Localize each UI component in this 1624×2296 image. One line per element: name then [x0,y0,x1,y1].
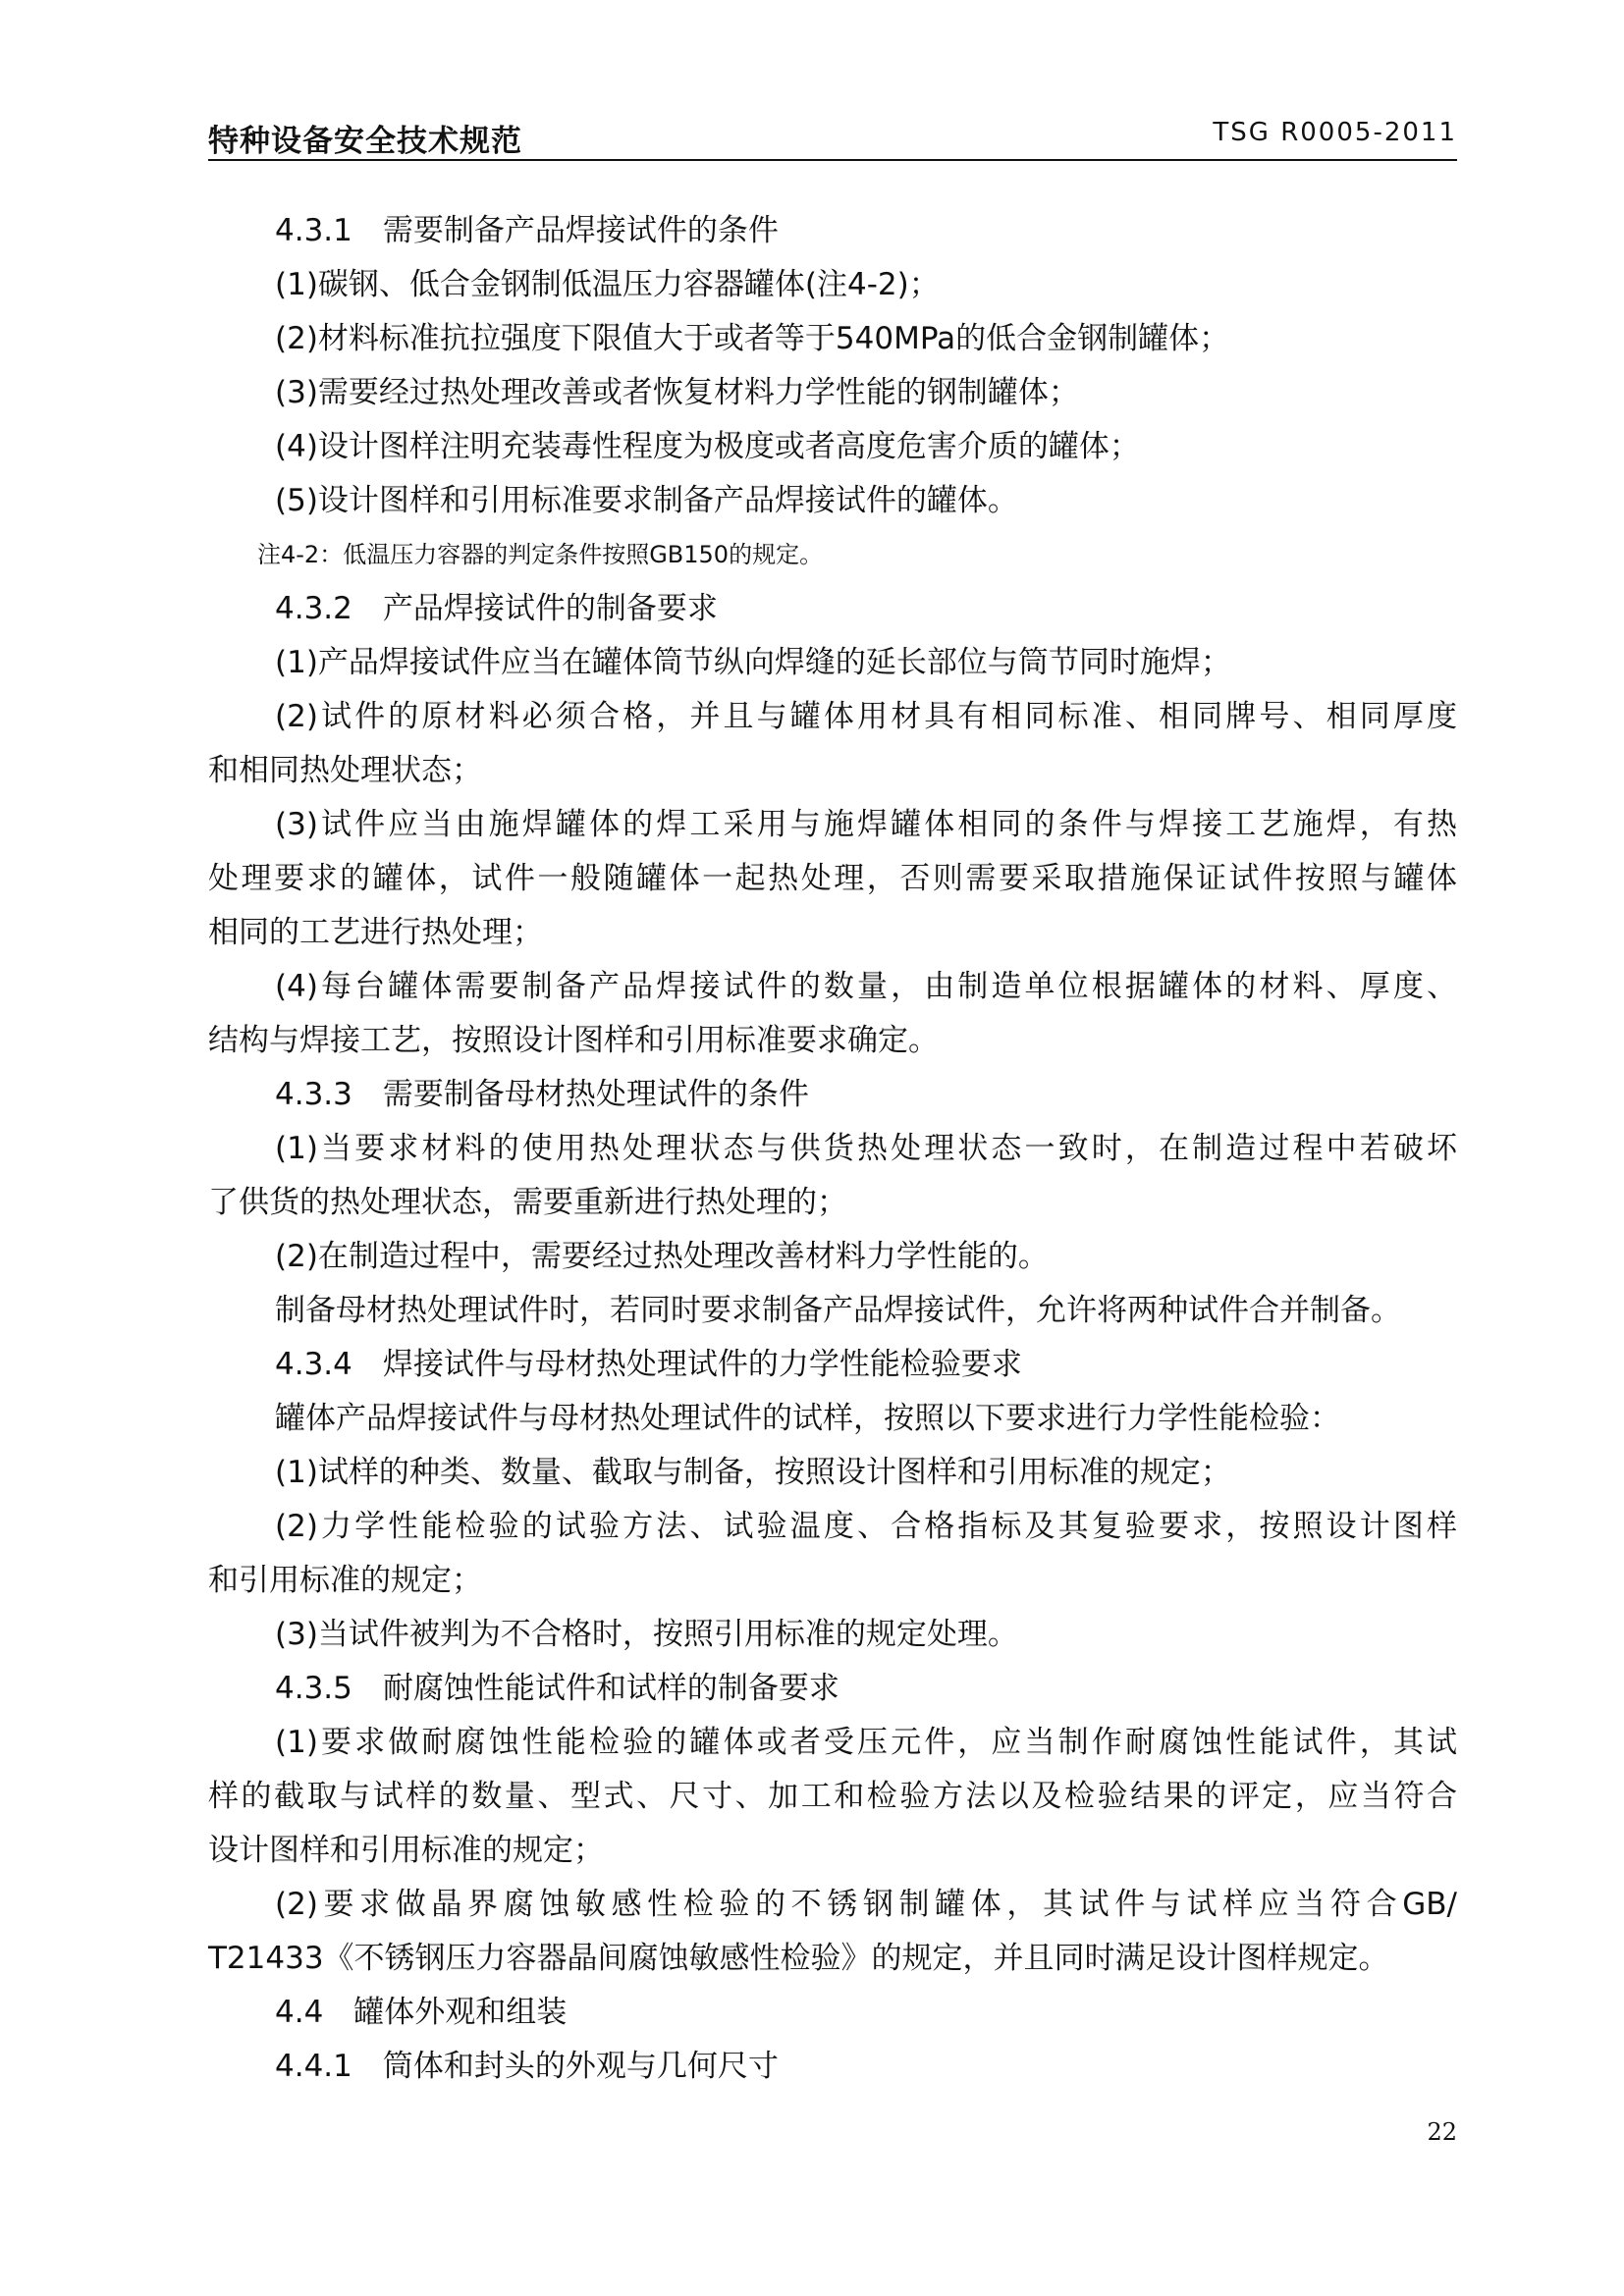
section-heading-4-3-2: 4.3.2 产品焊接试件的制备要求 [275,591,718,626]
paragraph: 罐体产品焊接试件与母材热处理试件的试样，按照以下要求进行力学性能检验： [275,1401,1340,1436]
list-item-continued: 处理要求的罐体，试件一般随罐体一起热处理，否则需要采取措施保证试件按照与罐体 [208,861,1457,896]
list-item: (2)材料标准抗拉强度下限值大于或者等于540MPa的低合金钢制罐体； [275,321,1230,356]
list-item: (5)设计图样和引用标准要求制备产品焊接试件的罐体。 [275,483,1018,518]
list-item: (4)每台罐体需要制备产品焊接试件的数量，由制造单位根据罐体的材料、厚度、 [275,969,1457,1004]
page-header [208,116,1457,161]
list-item-continued: 样的截取与试样的数量、型式、尺寸、加工和检验方法以及检验结果的评定，应当符合 [208,1779,1457,1814]
header-title: 特种设备安全技术规范 [208,124,522,159]
list-item: (2)要求做晶界腐蚀敏感性检验的不锈钢制罐体，其试件与试样应当符合GB/ [275,1887,1457,1922]
list-item: (3)需要经过热处理改善或者恢复材料力学性能的钢制罐体； [275,375,1079,410]
section-heading-4-3-3: 4.3.3 需要制备母材热处理试件的条件 [275,1077,809,1112]
list-item-continued: 了供货的热处理状态，需要重新进行热处理的； [208,1185,847,1220]
list-item: (2)在制造过程中，需要经过热处理改善材料力学性能的。 [275,1239,1049,1274]
list-item-continued: 和引用标准的规定； [208,1563,482,1598]
list-item-continued: 相同的工艺进行热处理； [208,915,543,950]
list-item-continued: 设计图样和引用标准的规定； [208,1833,604,1868]
document-body [208,204,1457,2094]
section-heading-4-4-1: 4.4.1 筒体和封头的外观与几何尺寸 [275,2049,779,2084]
section-heading-4-3-4: 4.3.4 焊接试件与母材热处理试件的力学性能检验要求 [275,1347,1022,1382]
list-item: (4)设计图样注明充装毒性程度为极度或者高度危害介质的罐体； [275,429,1140,464]
footnote: 注4-2：低温压力容器的判定条件按照GB150的规定。 [257,541,824,568]
list-item: (3)试件应当由施焊罐体的焊工采用与施焊罐体相同的条件与焊接工艺施焊，有热 [275,807,1457,842]
header-standard-code: TSG R0005-2011 [1213,118,1457,147]
section-heading-4-3-1: 4.3.1 需要制备产品焊接试件的条件 [275,213,779,248]
section-heading-4-4: 4.4 罐体外观和组装 [275,1995,568,2030]
page-number: 22 [1427,2118,1457,2146]
list-item: (1)要求做耐腐蚀性能检验的罐体或者受压元件，应当制作耐腐蚀性能试件，其试 [275,1725,1457,1760]
list-item-continued: T21433《不锈钢压力容器晶间腐蚀敏感性检验》的规定，并且同时满足设计图样规定。 [208,1941,1389,1976]
list-item-continued: 和相同热处理状态； [208,753,482,788]
paragraph: 制备母材热处理试件时，若同时要求制备产品焊接试件，允许将两种试件合并制备。 [275,1293,1401,1328]
list-item: (1)试样的种类、数量、截取与制备，按照设计图样和引用标准的规定； [275,1455,1231,1490]
list-item: (2)力学性能检验的试验方法、试验温度、合格指标及其复验要求，按照设计图样 [275,1509,1457,1544]
list-item: (1)当要求材料的使用热处理状态与供货热处理状态一致时，在制造过程中若破坏 [275,1131,1457,1166]
section-heading-4-3-5: 4.3.5 耐腐蚀性能试件和试样的制备要求 [275,1671,839,1706]
list-item: (2)试件的原材料必须合格，并且与罐体用材具有相同标准、相同牌号、相同厚度 [275,699,1457,734]
list-item-continued: 结构与焊接工艺，按照设计图样和引用标准要求确定。 [208,1023,939,1058]
list-item: (1)碳钢、低合金钢制低温压力容器罐体(注4-2)； [275,267,940,302]
list-item: (1)产品焊接试件应当在罐体筒节纵向焊缝的延长部位与筒节同时施焊； [275,645,1231,680]
list-item: (3)当试件被判为不合格时，按照引用标准的规定处理。 [275,1617,1018,1652]
